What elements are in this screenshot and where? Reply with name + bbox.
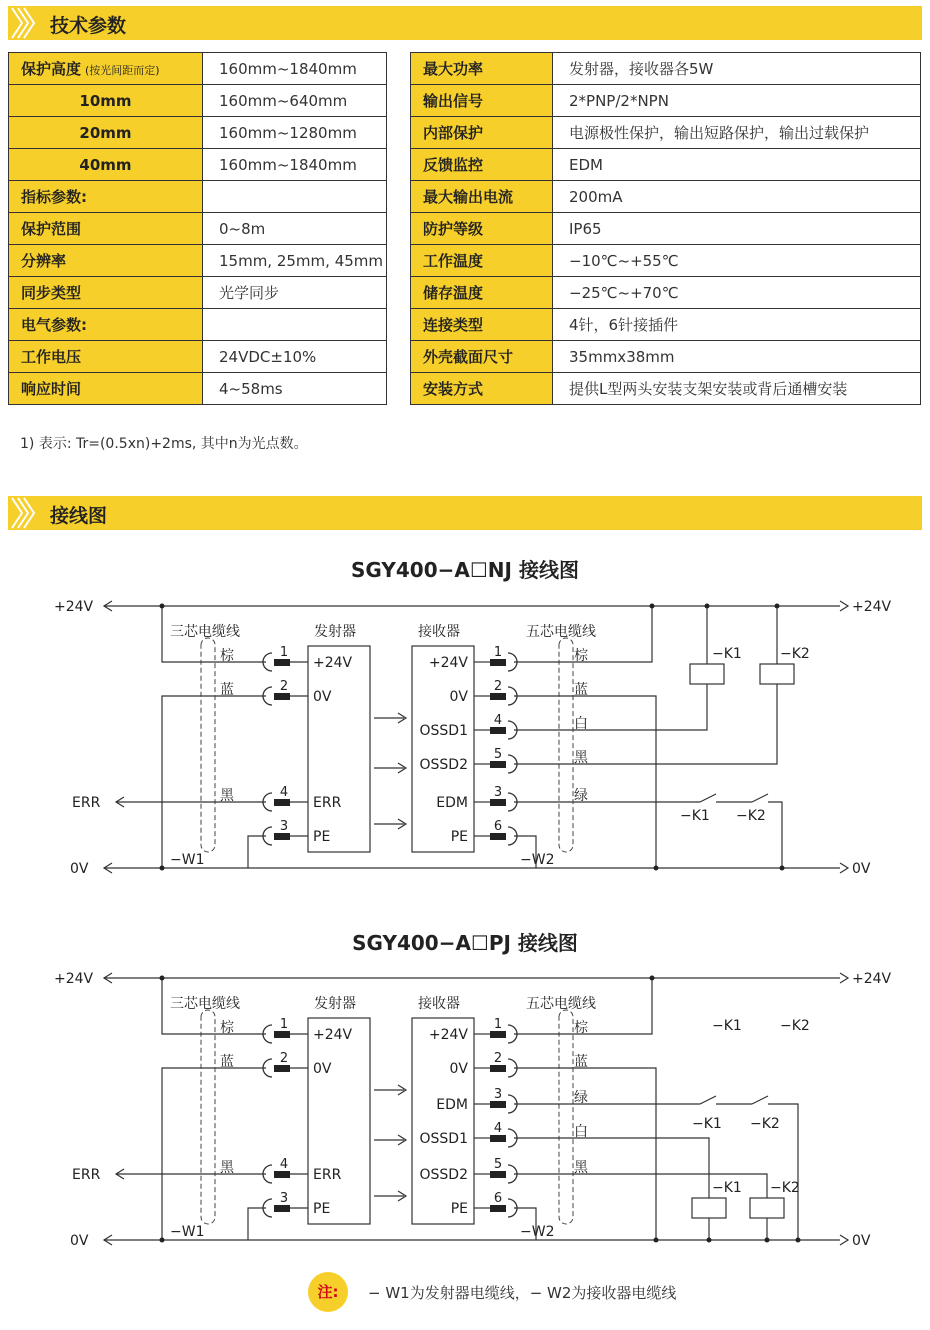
connector-plug (490, 1065, 506, 1072)
receiver-pin-label: EDM (436, 1097, 468, 1113)
wire (162, 1068, 266, 1240)
spec-key: 外壳截面尺寸 (411, 341, 553, 373)
emitter-pin-label: PE (313, 1201, 331, 1217)
spec-value: 电源极性保护，输出短路保护，输出过载保护 (553, 117, 921, 149)
rail-label-0v-left: 0V (70, 861, 89, 877)
wire (514, 684, 707, 730)
receiver-pin-number: 5 (493, 1157, 503, 1172)
connector-plug (490, 659, 506, 666)
connector-plug (490, 1171, 506, 1178)
wire-color-label: 棕 (220, 648, 234, 664)
wire (514, 1138, 709, 1198)
receiver-pin-number: 2 (493, 1051, 503, 1066)
footnote: 1) 表示: Tr=(0.5xn)+2ms, 其中n为光点数。 (20, 436, 308, 452)
connector-plug (490, 1205, 506, 1212)
connector-plug (274, 1205, 290, 1212)
cable-w2 (559, 638, 573, 852)
spec-value: 4~58ms (203, 373, 387, 405)
emitter-pin-number: 4 (279, 785, 289, 800)
receiver-pin-number: 6 (493, 819, 503, 834)
stripes-decoration (8, 6, 48, 40)
spec-value: 160mm~1840mm (203, 53, 387, 85)
table-row (411, 53, 921, 85)
relay-k2-label: −K2 (780, 646, 810, 662)
rail-label-0v-left: 0V (70, 1233, 89, 1249)
contact-k1-label: −K1 (680, 808, 710, 824)
receiver-pin-number: 5 (493, 747, 503, 762)
spec-key: 连接类型 (411, 309, 553, 341)
receiver-pin-number: 3 (493, 1087, 503, 1102)
receiver-pin-label: PE (450, 1201, 468, 1217)
wire (162, 696, 266, 868)
cable-w2 (559, 1010, 573, 1224)
section-header-specs (8, 6, 922, 40)
emitter-pin-number: 1 (279, 645, 289, 660)
emitter-pin-number: 4 (279, 1157, 289, 1172)
emitter-pin-label: +24V (313, 1027, 353, 1043)
spec-key: 分辨率 (9, 245, 203, 277)
junction-dot (654, 1238, 659, 1243)
relay-k1-label: −K1 (712, 1180, 742, 1196)
emitter-pin-label: ERR (313, 795, 342, 811)
section-header-wiring (8, 496, 922, 530)
spec-value: 光学同步 (203, 277, 387, 309)
note-text: − W1为发射器电缆线，− W2为接收器电缆线 (368, 1284, 677, 1302)
junction-dot (650, 976, 655, 981)
stripes-decoration (8, 496, 48, 530)
junction-dot (654, 866, 659, 871)
rail-label-0v-right: 0V (852, 861, 871, 877)
emitter-pin-label: PE (313, 829, 331, 845)
spec-key: 输出信号 (411, 85, 553, 117)
junction-dot (650, 604, 655, 609)
emitter-box (308, 646, 370, 852)
junction-dot (160, 866, 165, 871)
diagram1-title: SGY400−A☐NJ 接线图 (351, 558, 579, 582)
emitter-pin-label: 0V (313, 1061, 332, 1077)
table-row (411, 309, 921, 341)
junction-dot (796, 1238, 801, 1243)
spec-key: 保护高度 (按光间距而定) (9, 53, 203, 85)
receiver-pin-label: +24V (428, 655, 468, 671)
relay-k1-label: −K1 (712, 1018, 742, 1034)
cable-w2-label: −W2 (520, 1224, 555, 1240)
receiver-label: 接收器 (418, 624, 460, 640)
spec-key: 40mm (9, 149, 203, 181)
table-row (411, 181, 921, 213)
emitter-label: 发射器 (314, 624, 356, 640)
spec-key: 20mm (9, 117, 203, 149)
connector-plug (490, 833, 506, 840)
note-badge: 注: (308, 1272, 348, 1312)
contact-k2-label: −K2 (750, 1116, 780, 1132)
table-row (9, 181, 387, 213)
spec-value (203, 309, 387, 341)
connector-plug (274, 659, 290, 666)
rail-label-24v-right: +24V (852, 971, 892, 987)
wire (248, 836, 266, 868)
emitter-box (308, 1018, 370, 1224)
spec-value: 2*PNP/2*NPN (553, 85, 921, 117)
junction-dot (707, 1238, 712, 1243)
cable5-label: 五芯电缆线 (526, 996, 596, 1012)
table-row (9, 149, 387, 181)
cable-w1 (201, 638, 215, 852)
wire (700, 794, 716, 802)
relay-k2-coil (750, 1198, 784, 1218)
receiver-pin-label: OSSD1 (419, 723, 468, 739)
junction-dot (160, 976, 165, 981)
spec-value: −10℃~+55℃ (553, 245, 921, 277)
relay-k1-coil (690, 664, 724, 684)
connector-plug (490, 693, 506, 700)
spec-value: 160mm~640mm (203, 85, 387, 117)
wire-color-label: 白 (574, 716, 588, 732)
spec-value: 200mA (553, 181, 921, 213)
wire-color-label: 黑 (220, 788, 234, 804)
junction-dot (775, 604, 780, 609)
connector-plug (274, 799, 290, 806)
emitter-pin-label: 0V (313, 689, 332, 705)
junction-dot (765, 1238, 770, 1243)
connector-plug (490, 799, 506, 806)
receiver-pin-number: 3 (493, 785, 503, 800)
junction-dot (780, 866, 785, 871)
wire-color-label: 黑 (574, 1160, 588, 1176)
table-row (411, 85, 921, 117)
table-row (411, 149, 921, 181)
wiring-diagram-nj (0, 588, 930, 898)
receiver-pin-label: PE (450, 829, 468, 845)
emitter-pin-number: 3 (279, 1191, 289, 1206)
connector-plug (490, 1031, 506, 1038)
receiver-pin-label: OSSD2 (419, 757, 468, 773)
relay-k2-label: −K2 (770, 1180, 800, 1196)
wire (768, 802, 782, 868)
spec-key: 电气参数: (9, 309, 203, 341)
emitter-pin-number: 1 (279, 1017, 289, 1032)
spec-table-right (410, 52, 921, 405)
emitter-pin-number: 2 (279, 1051, 289, 1066)
spec-value (203, 181, 387, 213)
wire-color-label: 蓝 (220, 1054, 234, 1070)
spec-value: 发射器，接收器各5W (553, 53, 921, 85)
spec-value: 15mm, 25mm, 45mm (203, 245, 387, 277)
receiver-box (412, 1018, 474, 1224)
spec-key: 最大功率 (411, 53, 553, 85)
spec-value: 24VDC±10% (203, 341, 387, 373)
spec-table-left (8, 52, 387, 405)
cable5-label: 五芯电缆线 (526, 624, 596, 640)
spec-key: 同步类型 (9, 277, 203, 309)
spec-key: 工作电压 (9, 341, 203, 373)
spec-key: 10mm (9, 85, 203, 117)
connector-plug (274, 693, 290, 700)
wire-color-label: 蓝 (574, 682, 588, 698)
table-row (9, 213, 387, 245)
wire-color-label: 黑 (220, 1160, 234, 1176)
rail-label-0v-right: 0V (852, 1233, 871, 1249)
rail-label-24v-left: +24V (54, 599, 94, 615)
junction-dot (160, 604, 165, 609)
section-title: 接线图 (50, 505, 108, 527)
receiver-pin-label: OSSD1 (419, 1131, 468, 1147)
cable-w1-label: −W1 (170, 1224, 205, 1240)
connector-plug (490, 1135, 506, 1142)
spec-value: 提供L型两头安装支架安装或背后通槽安装 (553, 373, 921, 405)
cable3-label: 三芯电缆线 (170, 996, 240, 1012)
table-row (9, 53, 387, 85)
table-row (411, 277, 921, 309)
wire-color-label: 棕 (220, 1020, 234, 1036)
connector-plug (274, 1031, 290, 1038)
spec-value: IP65 (553, 213, 921, 245)
wire (752, 1096, 768, 1104)
table-row (411, 373, 921, 405)
emitter-pin-number: 3 (279, 819, 289, 834)
receiver-box (412, 646, 474, 852)
spec-key: 储存温度 (411, 277, 553, 309)
emitter-pin-number: 2 (279, 679, 289, 694)
arrow-head (840, 863, 848, 873)
receiver-pin-number: 6 (493, 1191, 503, 1206)
spec-value: 160mm~1280mm (203, 117, 387, 149)
cable-w1 (201, 1010, 215, 1224)
err-label: ERR (72, 1167, 101, 1183)
wire-color-label: 绿 (574, 788, 588, 804)
receiver-pin-label: 0V (449, 1061, 468, 1077)
table-row (9, 341, 387, 373)
spec-key: 工作温度 (411, 245, 553, 277)
junction-dot (160, 1238, 165, 1243)
wire-color-label: 蓝 (574, 1054, 588, 1070)
wire (248, 1208, 266, 1240)
connector-plug (274, 1171, 290, 1178)
spec-value: −25℃~+70℃ (553, 277, 921, 309)
arrow-head (840, 601, 848, 611)
receiver-pin-number: 2 (493, 679, 503, 694)
connector-plug (490, 761, 506, 768)
receiver-pin-label: +24V (428, 1027, 468, 1043)
relay-k2-label: −K2 (780, 1018, 810, 1034)
table-row (9, 277, 387, 309)
table-row (411, 245, 921, 277)
arrow-head (840, 973, 848, 983)
receiver-pin-number: 1 (493, 1017, 503, 1032)
spec-value: 0~8m (203, 213, 387, 245)
section-title: 技术参数 (50, 15, 127, 37)
rail-label-24v-left: +24V (54, 971, 94, 987)
spec-key: 安装方式 (411, 373, 553, 405)
spec-value: EDM (553, 149, 921, 181)
relay-k2-coil (760, 664, 794, 684)
spec-key: 响应时间 (9, 373, 203, 405)
spec-key: 反馈监控 (411, 149, 553, 181)
relay-k1-coil (692, 1198, 726, 1218)
connector-plug (490, 727, 506, 734)
wire-color-label: 绿 (574, 1090, 588, 1106)
wire-color-label: 白 (574, 1124, 588, 1140)
receiver-pin-label: OSSD2 (419, 1167, 468, 1183)
diagram2-title: SGY400−A☐PJ 接线图 (352, 931, 578, 955)
contact-k1-label: −K1 (692, 1116, 722, 1132)
connector-plug (274, 833, 290, 840)
wire-color-label: 蓝 (220, 682, 234, 698)
table-row (411, 213, 921, 245)
receiver-pin-number: 1 (493, 645, 503, 660)
table-row (411, 341, 921, 373)
relay-k1-label: −K1 (712, 646, 742, 662)
receiver-pin-label: 0V (449, 689, 468, 705)
wire-color-label: 棕 (574, 1020, 588, 1036)
wiring-diagram-pj (0, 960, 930, 1270)
spec-key: 保护范围 (9, 213, 203, 245)
spec-key: 最大输出电流 (411, 181, 553, 213)
spec-key: 防护等级 (411, 213, 553, 245)
receiver-pin-number: 4 (493, 713, 503, 728)
spec-key: 内部保护 (411, 117, 553, 149)
wire-color-label: 黑 (574, 750, 588, 766)
emitter-pin-label: ERR (313, 1167, 342, 1183)
wire (752, 794, 768, 802)
cable-w2-label: −W2 (520, 852, 555, 868)
connector-plug (274, 1065, 290, 1072)
connector-plug (490, 1101, 506, 1108)
arrow-head (840, 1235, 848, 1245)
table-row (9, 85, 387, 117)
rail-label-24v-right: +24V (852, 599, 892, 615)
wire-color-label: 棕 (574, 648, 588, 664)
cable-w1-label: −W1 (170, 852, 205, 868)
contact-k2-label: −K2 (736, 808, 766, 824)
junction-dot (705, 604, 710, 609)
receiver-label: 接收器 (418, 996, 460, 1012)
err-label: ERR (72, 795, 101, 811)
table-row (9, 309, 387, 341)
emitter-label: 发射器 (314, 996, 356, 1012)
spec-value: 160mm~1840mm (203, 149, 387, 181)
receiver-pin-label: EDM (436, 795, 468, 811)
table-row (9, 117, 387, 149)
spec-value: 35mmx38mm (553, 341, 921, 373)
wire (700, 1096, 716, 1104)
receiver-pin-number: 4 (493, 1121, 503, 1136)
spec-key: 指标参数: (9, 181, 203, 213)
table-row (9, 373, 387, 405)
emitter-pin-label: +24V (313, 655, 353, 671)
cable3-label: 三芯电缆线 (170, 624, 240, 640)
table-row (9, 245, 387, 277)
spec-value: 4针，6针接插件 (553, 309, 921, 341)
table-row (411, 117, 921, 149)
